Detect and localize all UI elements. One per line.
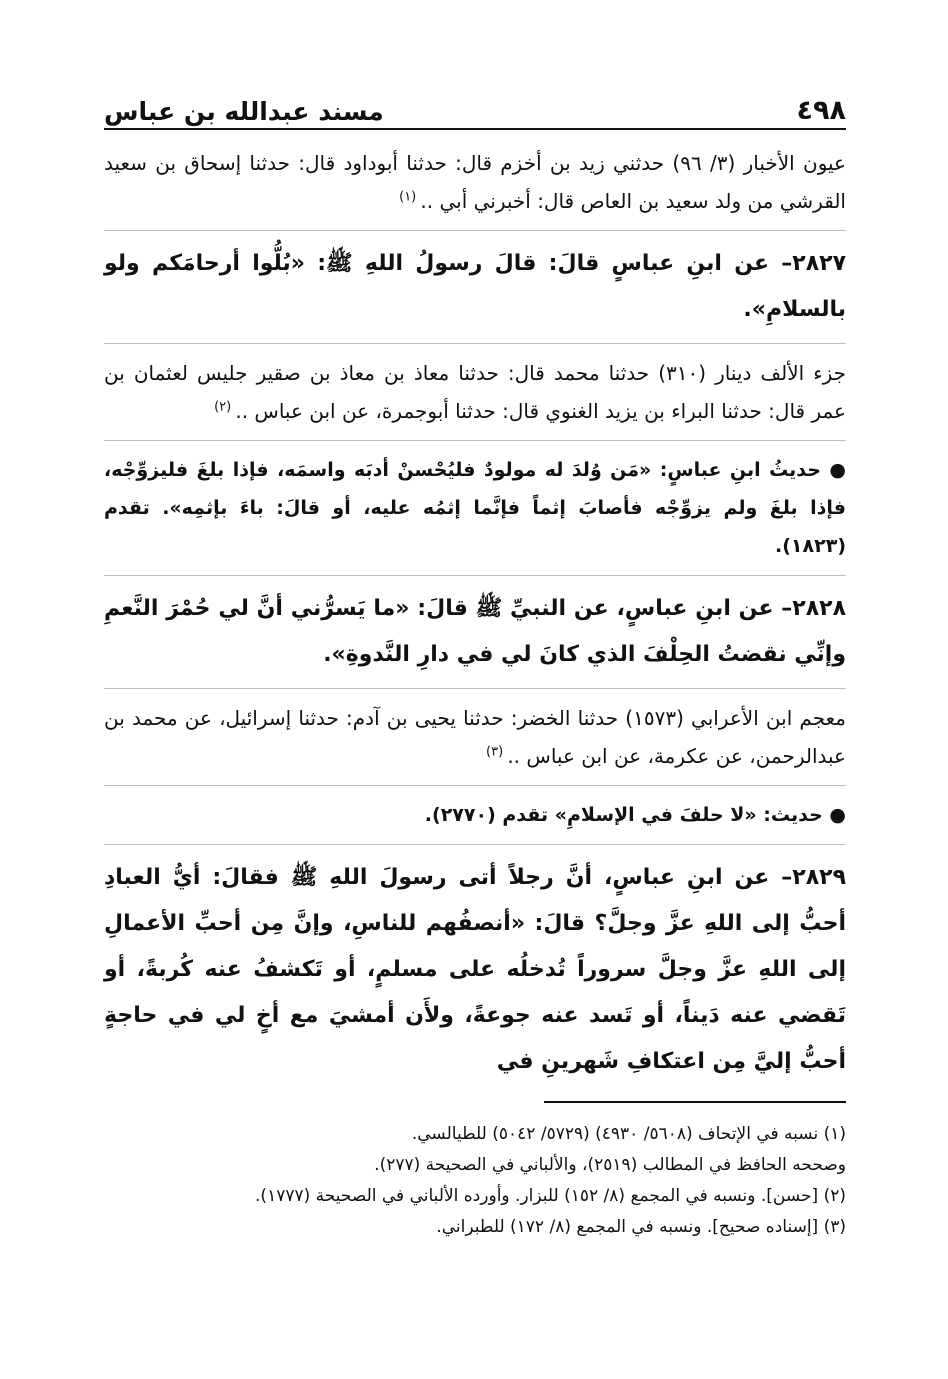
- footnotes: [104, 1119, 846, 1243]
- page-body: [104, 144, 846, 1085]
- footnote-marker: (٢): [214, 399, 236, 415]
- source-citation: [104, 699, 846, 775]
- running-title: مسند عبدالله بن عباس: [104, 97, 384, 126]
- cross-reference: [104, 796, 846, 834]
- block-separator: [104, 844, 846, 845]
- hadith-text: [104, 586, 846, 678]
- footnote-line: (١) نسبه في الإتحاف (٥٦٠٨/ ٤٩٣٠) (٥٧٢٩/ ٥٠٤٢) للطيالسي.: [411, 1124, 846, 1144]
- block-text: ٢٨٢٩– عن ابنِ عباسٍ، أنَّ رجلاً أتى رسولَ اللهِ ﷺ فقالَ: أيُّ العبادِ أحبُّ إلى اللهِ عزَّ وجلَّ؟ قالَ: «أنصفُهم للناسِ، وإنَّ مِن أحبِّ الأعمالِ إلى اللهِ عزَّ وجلَّ سروراً تُدخلُه على مسلمٍ، أو تَكشفُ عنه كُربةً، أو تَقضي عنه دَيناً، أو تَسد عنه جوعةً، ولأَن أمشيَ مع أخٍ لي في حاجةٍ أحبُّ إليَّ مِن اعتكافِ شَهرينِ في: [104, 865, 846, 1074]
- book-page: [104, 84, 846, 1243]
- hadith-text: [104, 855, 846, 1085]
- block-separator: [104, 230, 846, 231]
- block-text: ● حديث: «لا حلفَ في الإسلامِ» تقدم (٢٧٧٠).: [424, 804, 846, 826]
- footnote-rule: [544, 1101, 846, 1103]
- block-text: معجم ابن الأعرابي (١٥٧٣) حدثنا الخضر: حدثنا يحيى بن آدم: حدثنا إسرائيل، عن محمد بن عبدالرحمن، عن عكرمة، عن ابن عباس ..: [104, 706, 847, 768]
- footnote-line: (٢) [حسن]. ونسبه في المجمع (٨/ ١٥٢) للبزار. وأورده الألباني في الصحيحة (١٧٧٧).: [255, 1186, 846, 1206]
- header-rule: [104, 128, 846, 130]
- source-citation: [104, 354, 846, 430]
- block-text: ٢٨٢٧– عن ابنِ عباسٍ قالَ: قالَ رسولُ اللهِ ﷺ: «بُلُّوا أرحامَكم ولو بالسلامِ».: [104, 251, 846, 322]
- footnote-marker: (٣): [486, 744, 508, 760]
- block-separator: [104, 575, 846, 576]
- block-separator: [104, 688, 846, 689]
- block-separator: [104, 343, 846, 344]
- page-number: ٤٩٨: [796, 95, 846, 126]
- footnote-line: (٣) [إسناده صحيح]. ونسبه في المجمع (٨/ ١٧٢) للطبراني.: [436, 1217, 846, 1237]
- running-header: [104, 84, 846, 126]
- block-text: عيون الأخبار (٣/ ٩٦) حدثني زيد بن أخزم قال: حدثنا أبوداود قال: حدثنا إسحاق بن سعيد القرشي من ولد سعيد بن العاص قال: أخبرني أبي ..: [104, 151, 846, 213]
- cross-reference: [104, 451, 846, 565]
- footnote-marker: (١): [399, 189, 421, 205]
- hadith-text: [104, 241, 846, 333]
- source-citation: [104, 144, 846, 220]
- block-text: ● حديثُ ابنِ عباسٍ: «مَن وُلدَ له مولودٌ فليُحْسنْ أدبَه واسمَه، فإذا بلغَ فليزوِّجْه، فإذا بلغَ ولم يزوِّجْه فأصابَ إثماً فإنَّما إثمُه عليه، أو قالَ: باءَ بإثمِه». تقدم (١٨٢٣).: [104, 459, 846, 557]
- block-text: جزء الألف دينار (٣١٠) حدثنا محمد قال: حدثنا معاذ بن معاذ بن صقير جليس لعثمان بن عمر قال: حدثنا البراء بن يزيد الغنوي قال: حدثنا أبوجمرة، عن ابن عباس ..: [104, 361, 847, 423]
- footnote-line: وصححه الحافظ في المطالب (٢٥١٩)، والألباني في الصحيحة (٢٧٧).: [374, 1155, 846, 1175]
- block-separator: [104, 785, 846, 786]
- block-text: ٢٨٢٨– عن ابنِ عباسٍ، عن النبيِّ ﷺ قالَ: «ما يَسرُّني أنَّ لي حُمْرَ النَّعمِ وإنِّي نقضتُ الحِلْفَ الذي كانَ لي في دارِ النَّدوةِ».: [104, 596, 846, 667]
- block-separator: [104, 440, 846, 441]
